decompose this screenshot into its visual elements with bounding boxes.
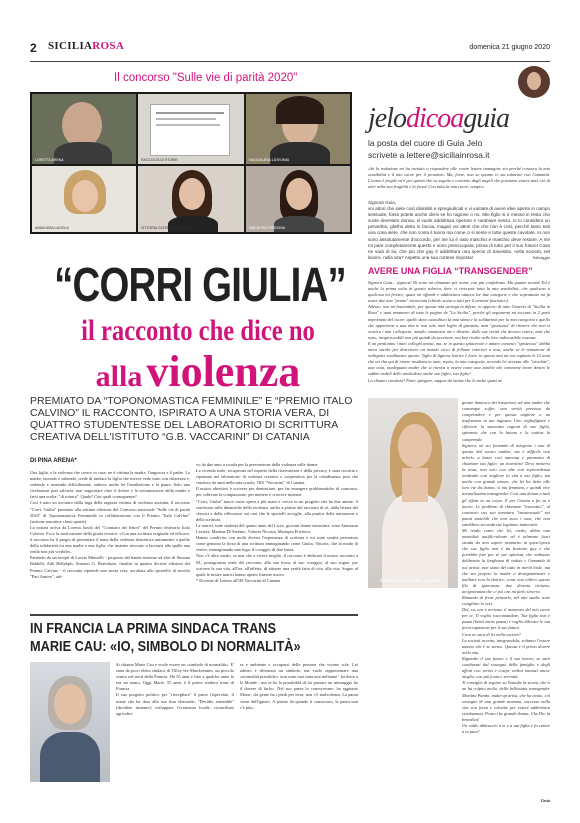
letter: Signora Guia, voi attori che siete così disinibiti e spregiudicati e vi vantate di avere idee aperte in campo sessuale, forse potete anche dirmi se ho ragione o no. Mio figlio si è messo in testa che vuole diventare donna, si vuole addirittura operare e cambiare sesso. Io lo considero un pervertito, glielho detto in faccia, magari voi attori che che non è così, perché tanto tutti una cosa siete, che non conta il tuono ma come ci si sente e tutte queste cavolate. Io non sono assolutamente d'accordo, per me lui è nato maschio e maschio deve restare. A me mi pare completamente questo e sono preoccupata, prima di tutto per il suo futuro! Cosa ne sarà di lui, che più che gay è addirittura una specie di travestito, nella società, nel lavoro, nella vita? Aspetto una sua cortese risposta! [368, 200, 550, 260]
news-headline-2: MARIE CAU: «IO, SIMBOLO DI NORMALITÀ» [30, 638, 301, 655]
logo: SICILIAROSA [48, 40, 125, 52]
video-tile: LORETTA ARENA [32, 94, 136, 164]
answer-text-continued: girone dantesco dei lussurioni, ad una madre che comunque soffre, una verità preziosa da comprendere e per questa migliore a un usufruenza in tua ingiusta. Uno vegliafigiare e riflettere la sancanza ragioni di suo figlio, spiemeta che con la buona e la cattiva la comprenda. Signora, mi sto forzando di integrare i toni di questa dal nostro analisi, ma è difficile non arlorlo a busto così marcata e parmenta di chiamare suo figlio: un travestito! Devo mettersi la testa, non solo con ulte con sopravalenza rendendo così migliore la vita a suo figlio, ma anche con grande amore, che lei ha detto alle loro vie da donna, sì ma femmina, e quindi vive normalissima transgender. Così una donna a tutti gli effetti in un corpo. E per l'ironia a fin su è morto. Le problemi di chiamare "travestito", al contrario suo suo tematura "transessuale" nei panni maschili che non sono i suoi, che non sarebbero seconda sue legittimo maternità. Mi rendo conto che lei, credo, abbia una mentalità antifilo-ulenze ed è talmente fuori strada da non sapere nemmeno in quest'epoca che suo figlio non è da bruttare gay e che potrebbe fare per sé sue opinioni, che ordinano deliberato la larghezza di vedute e l'umanità di noi artisti, non siano del tutto in meriti biole, ma che sta proprio la madre a destigmatizzare e umiliare non la datrice, come non tollero questo filo di ignoranza: due diventa cinismo, un'ignoranza che ci poi ora mi farlo sincera. Rimando di ferne pensarlo, nel mio studio sono cosigliare lo veci. Del, su, ora è arrivato il momento del mio cuore per te. Ti voglio raccomandare, Tua figlia non è pazza (bensì meno pazza) e voglio dilevare le tua preoccupazione per il suo futuro. Cosa ne sarà di lei nella società? La società accetta, integrandola, soltanto l'essere umano che è se stesso. Questa è il primo dovere nella vita. Riguardo il suo futuro e il suo lavoro, se sarà coadiuvati dal sostegno della famiglia e degli affetti con verità e cosìpe vedrai innanzi ancor meglio, con più forza e serenità. Ti consiglio di seguire su Youtube la storia, che ti mi ha colpito molto, della bellissima transgender Martina Panini, make-up artist, che ha avuto, col sostegno di una grande mamma, successo nella vita con forza e volontà, per essere addirittura serabamata. Penso che grande donna. Che Dio la benedica! Un caldo abbraccio a te e a tua figlia e fa culare a tu pace! [462, 400, 550, 735]
news-col-2: ra e ambiente e occuparsi delle persone che vivono sole. Lei adesso è diventata un simbolo, ma vuole rappresentare una «normalità possibile»: non sono mai stata una militante - ha detto a le Monde - ma se ho la possibilità di far passare un messaggio ho il dovere di farlo». Nel suo paese lo conoscevano, ha aggiunto Marie, «la gente ha i piedi per terra, non c'è malvolenza. La paura viene dall'ignoto. A partire da quando ti conoscono, la paura non c'è più». [240, 662, 358, 710]
answer-signature: Guia [540, 798, 550, 803]
martina-panini-photo [368, 398, 458, 588]
column-subtitle: la posta del cuore di Guia Jelo [368, 138, 483, 148]
video-tile: MAGDALENA LIZIVOMIA [246, 94, 350, 164]
letter-signature: Salvaggia [532, 255, 550, 260]
video-tile: MARIA PIA PEREDINA [246, 166, 350, 232]
byline: DI PINA ARENA* [30, 458, 77, 464]
answer-text: Signora Gaia... signora! Di sotto mi chiamate per nome, con più confidenza. Ma quanto novità! Ed è anche la prima volta in questa rubrica, dove ci riversate tutta la mia sensibilità, che qualcuno a qualcosa mi ferisce, quasi mi offende e addirittura attacca lor due categorie e che soprattutto mi fa usare due una "penna" incrociata (chiedo scusa a tutti per il termine fascistico). Adesso, non mi bastendole, per questa mia arringa in difesa, io apporto di tutto l'inserto di "Sicilia in Rosa" e anni nemmeno di tutte le pagine de "La Sicilia", perché gli argomenti mi toccano in 2 parti importanti del cuore: quello dove custodisco la mia stima e la solidarietà per la mia categoria e quello che appartiene a una mia te non solo miei loglio di giustizia, anzi "gisotezza" di ritenere che non si scarica i mia i allegoria, mondo, smontarsi me e dirsene, dalle sue verità che devono essere, anzi che sono, inequivocabili non più quindi da accettare, ma ben risolte nelle loro indiscutibile essenza. E mi perdonino i miei colleghi artisti, ma, se in questo spiacevole e amaro contesto "spisteioso" debba mera sacola per descrivere un mondo ricco di fellazze interiori a tesa, anche se le tentazione di redirguire scadimento questo "figlio di lignora lettrice è forte, in questo mai mi era capitato le 12 anni che un cha qui di essere insultata in tutte, repito, la mia categoria, secondo lei avvezza alle "cavolate", una cosa, inadeguata madre che si ritrova a essere come una zombie che commette tirare dentro le subbie mobili dello ansilodose anche suo figlio, suo figlio! La chiamo cavolata? Poter spiegare, sappur da ottime che le molte quasi ne [368, 280, 550, 383]
date: domenica 21 giugno 2020 [469, 44, 550, 51]
contest-title: Il concorso "Sulle vie di parità 2020" [114, 72, 298, 84]
column-contact: scrivete a lettere@siciliainrosa.it [368, 150, 490, 160]
article-deck: PREMIATO DA “TOPONOMASTICA FEMMINILE” E “PREMIO ITALO CALVINO” IL RACCONTO, ISPIRATO A UNA STORIA VERA, DI QUATTRO STUDENTESSE DEL LABORATORIO DI SCRITTURA CREATIVA DELL'ISTITUTO “G.B. VACCARINI” DI CATANIA [30, 395, 353, 443]
column-intro: «Se la redazione mi ha invitato a rispondere alle vostre lettere immagino sia perché conosca la mia sensibilità e il mio cuore per il prossimo. Ma, forse, non so quanto io sia talmente con l'umanità. L'uomo è fragile ed è per questo che va seguito e costretto dagli angeli che possiamo essere tutti, ciò di altri nella sua fragilità e la forza! Con tutta la mia cuore, sempre» [368, 166, 550, 190]
page-header [30, 38, 550, 62]
column-title: jelodicoaguia [368, 103, 509, 134]
headline-racconto: il racconto che dice no [81, 314, 315, 347]
answer-heading: AVERE UNA FIGLIA “TRANSGENDER” [368, 266, 533, 276]
news-col-1: Si chiama Marie Cau e vuole essere un «simbolo di normalità». E' stata da poco eletta sindaca di Tilloy-lez-Marchiennes, un piccolo centro nel nord della Francia. Ha 55 anni e fino a qualche anno fa era un uomo. Oggi Marie, 55 anni, è il primo sindaco trans di Francia. Il suo progetto politico per "risvegliare" il paese (ispecchio, il nome che ha dato alla sua lista elettorale, "Decider ensemble" (decidere insieme): sviluppare l'economia locale, riconciliare agricoltu- [116, 662, 234, 716]
page-number: 2 [30, 41, 37, 55]
video-grid [30, 92, 352, 234]
divider [30, 614, 358, 616]
video-tile: VITTORIA CATERINA BONSEV [138, 166, 244, 232]
video-tile: ANNA NISA LAVIOLA [32, 166, 136, 232]
video-tile: RACCOLTA DI STORIE [138, 94, 244, 164]
columnist-photo [518, 66, 550, 98]
article-col-2: vo da due anni a scuola per la prevenzione della violenza sulle donne. La vicenda reale, recuperata nel rispetto della riservatezza e della privacy, è stata riscritta e ripensata nel laboratorio di scrittura creativa e cooperativa per la cittadinanza post che conduco da anni nella mia scuola, l'IIS "Vaccarini" di Catania. Il nostro obiettivo è scrivere per denunciare, per far emergere problematiche di contrasto, per coltivare la compassione, per mettere e crescere insieme. "Corri, Giulia" nasce come opera a più mani e cresce in un progetto che ha due anime: il confronto sulle dinamiche della violenza, anche a partire dal racconto di sé, dalla lettura dei classici e dalla riflessione sui casi che le sportelli accoglie, alla pratica della narrazione e della scrittura. Le autrici, tutte studenti del quarto anno del Liceo, giovani donne entusiaste, sono Anastasia Laviola, Martina Di Stefano, Vittoria Nicosia, Mariapia Privitera. Hanno condiviso con molti diversi l'esperienza di scrittura e mi sono sentita pervenuto come genuina la forza di una scrittura immaginando come Giulia, Vittoria, che in modo di venire, immaginando una fuga, il coraggio di dire basta. Non c'è altro modo, se non che a vivere meglio, il racconto è dedicare il nostro racconto a M., protagonista reale del racconto, alla sua forza, al suo coraggio, al suo sogno, per scrivere la sua vita, all'ira, all'affetto, di attrarre una verità fatta di vita, alla vita. Sogno al quale le nostre autrici hanno aperto finestre nuove. * Docente di Lettere all'IIS Vaccarini di Catania [196, 462, 358, 583]
news-headline-1: IN FRANCIA LA PRIMA SINDACA TRANS [30, 620, 277, 637]
photo-caption: Martina Panini, make-up artist [380, 578, 440, 583]
headline-violenza: alla violenza [95, 347, 301, 396]
marie-cau-photo [30, 662, 110, 782]
headline-corri-giulia: “CORRI GIULIA” [54, 259, 346, 312]
article-col-1: Una figlia, e la violenza che cresce in casa: ne è vittima la madre, l'angoscia e il padre. La madre, tacendo e subendo, crede di tutelare la figlia che invece vede tutto con chiarezza e, vedendo e sentendo difficilmente, subisce anche lei l'umiliazione e la paura. Solo una rivelazione può salvarla: non sopportare oltre il dolore e la sottomissione della madre e farsi una scelta: "di rottura". Quale? Con quali conseguenze? Così è nato un incontro dalla fuga della ragazza vittima di violenza assistita, il racconto "Corri, Giulia" premiato alla settima edizione del Concorso nazionale "Sulle vie di parità 2020" di Toponomastica Femminile in collaborazione con il Premio "Italo Calvino" (sezione narrativa-classi quarte). La notizia arriva da Loretta Junck del "Comitato dei lettori" del Premio letterario Italo Calvino. Ecco la motivazione della giuria tecnica: «Con una scrittura originale ed efficace, il racconto ha il pregio di presentare il tema della violenza domestica unitamente a quello della solidarietà tra una madre e una figlia, che insieme riescono a lasciarsi alle spalle una realtà non più vivibile». Partendo da un incipit di Loreta Minutilli - proposto dal bando insieme ad altri di Simona Baldelli, Adil Bellafqih, Antonio G. Bortoluzzi, finalisti in quattro diverse edizioni del Premio Calvino - il racconto riprende una storia vera, ascoltata allo sportello di ascolto "Pari Amore", atti- [30, 470, 190, 579]
